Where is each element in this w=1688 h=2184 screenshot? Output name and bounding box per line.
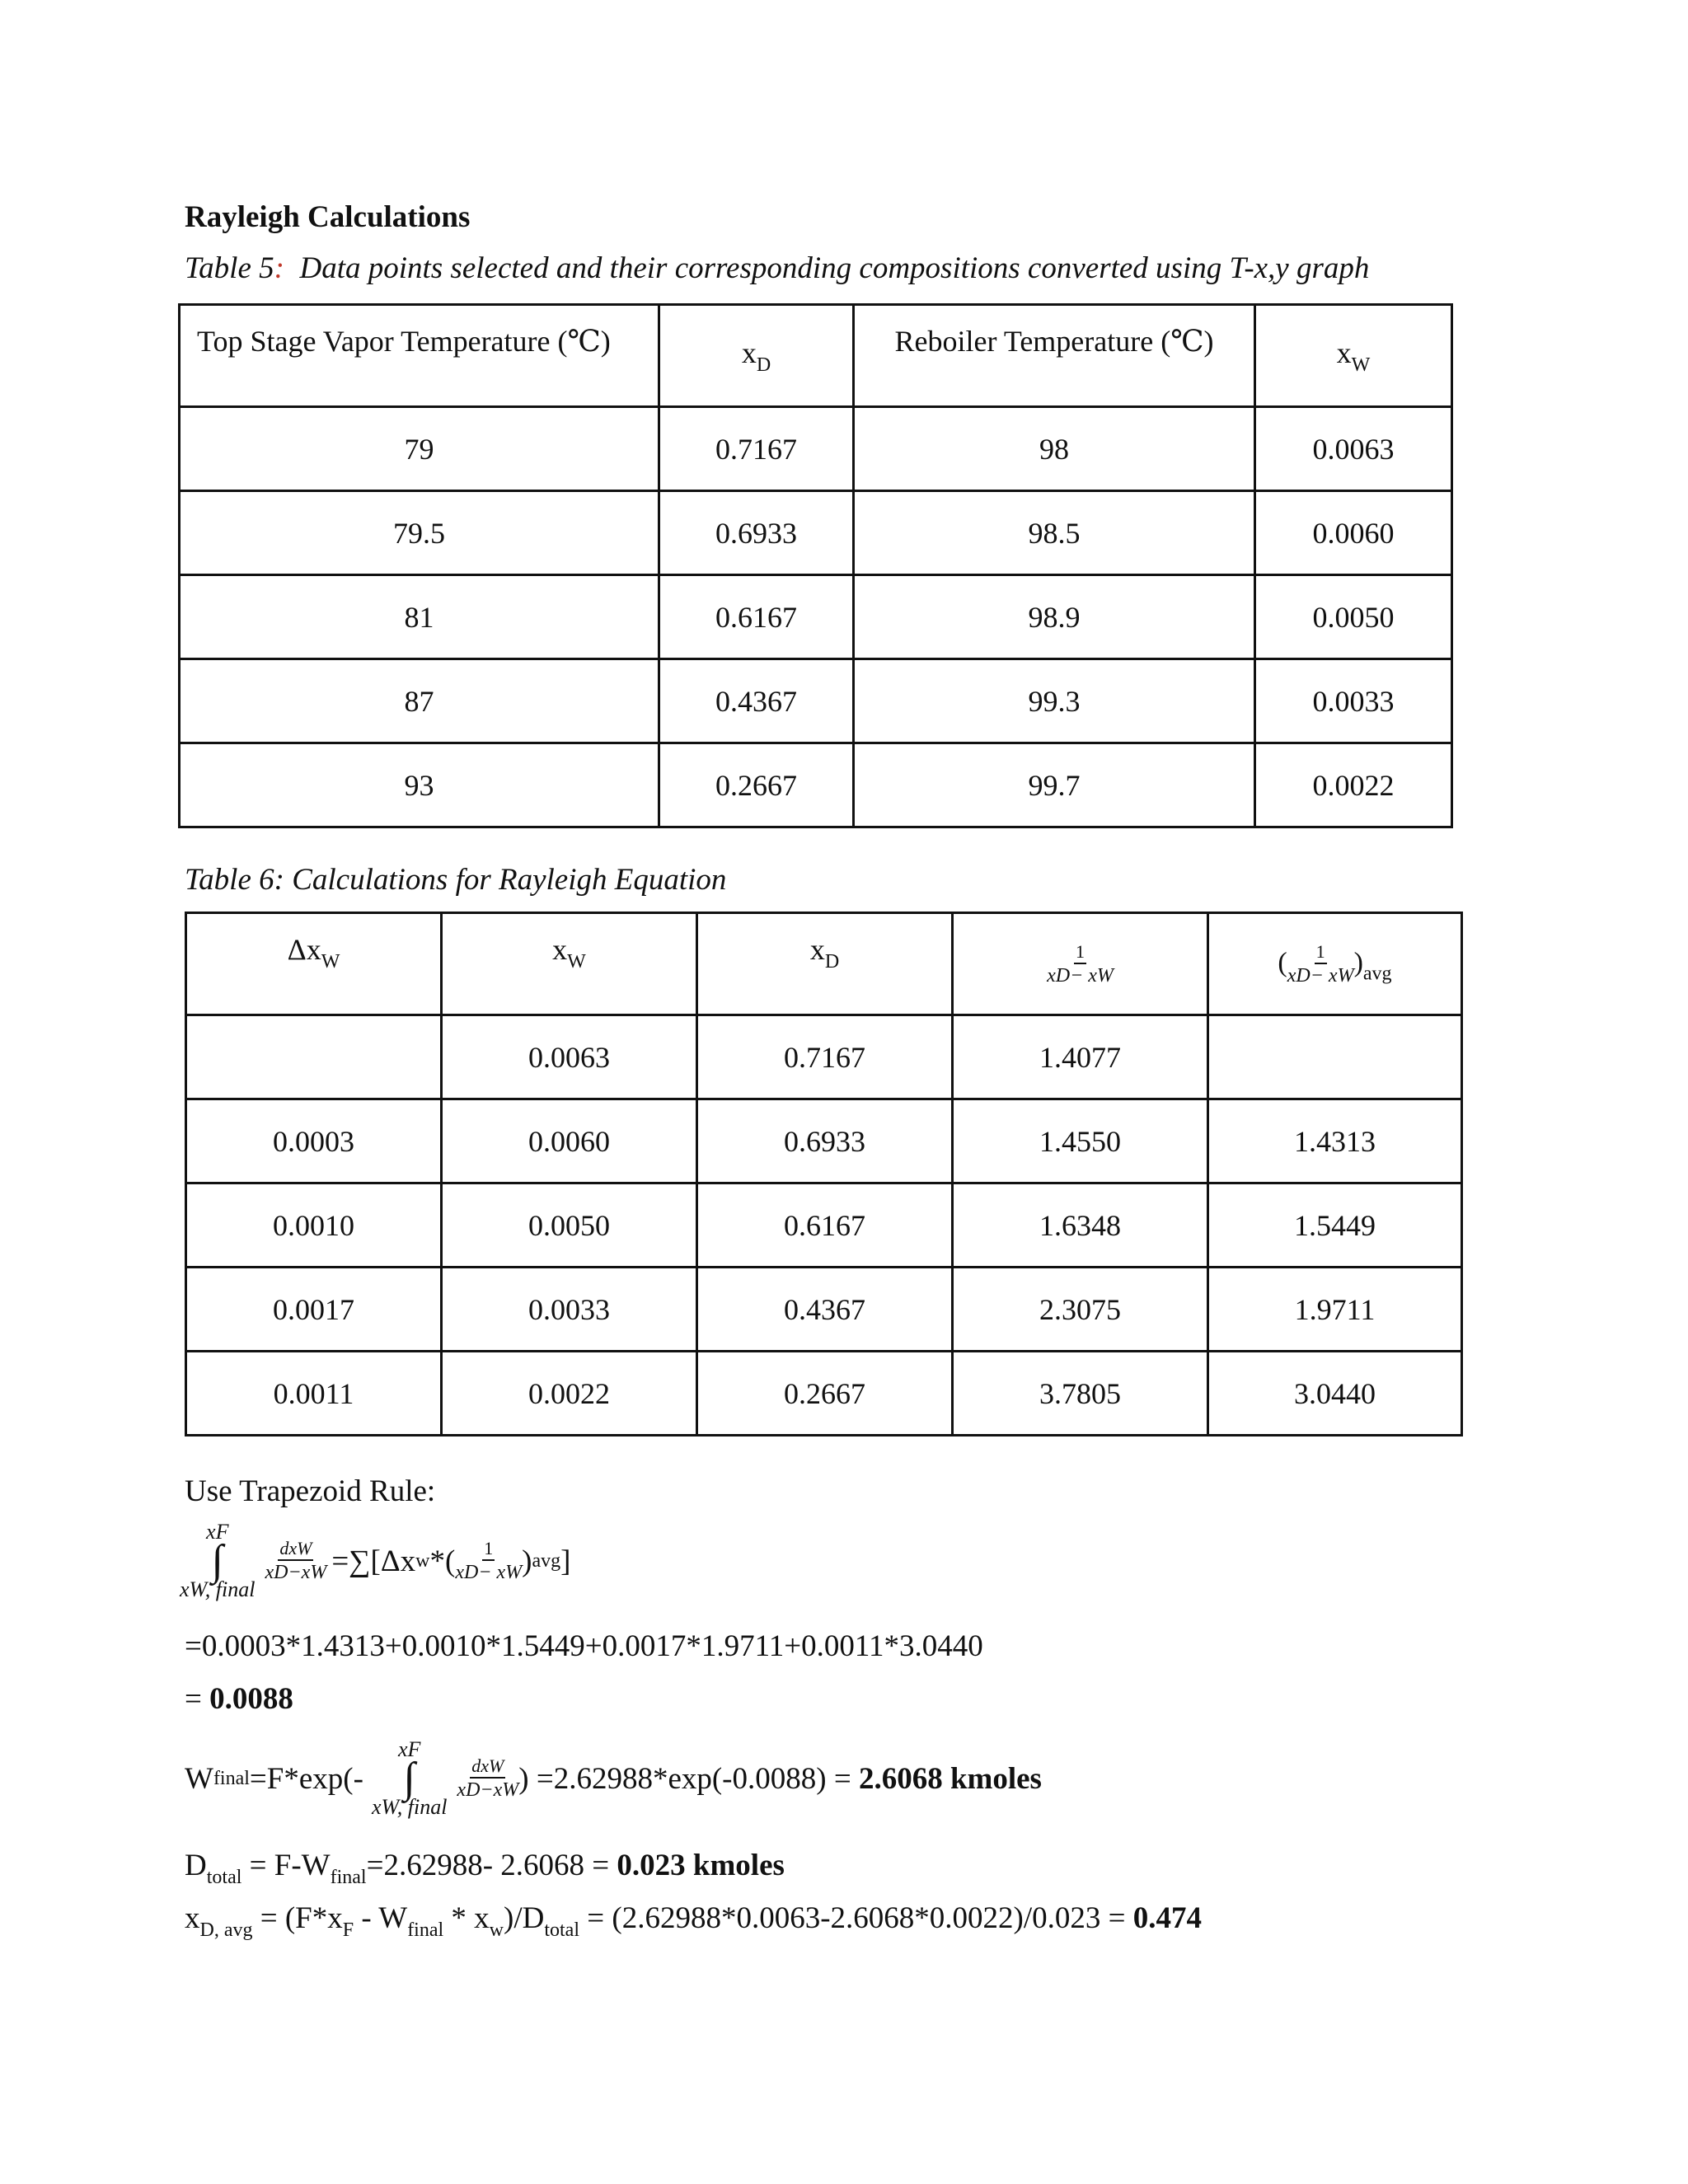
table5-cell: 93	[180, 743, 659, 827]
table5-cell: 0.0060	[1255, 491, 1452, 575]
table6-cell	[1208, 1015, 1462, 1099]
table5-header-xd: $x_D$	[659, 305, 854, 407]
inverse-avg-fraction: $\frac{1}{xD- xW}$	[1287, 940, 1354, 987]
table5-cell: 81	[180, 575, 659, 659]
table5-cell: 87	[180, 659, 659, 743]
wfinal-equation: W final =F*exp(- xF ∫ xW, final $\frac{\text{dxW}}{xD-xW}$ ) =2.62988*exp(-0.0088) = 2.6068 kmoles	[185, 1737, 1042, 1820]
dtotal-result: 0.023 kmoles	[617, 1849, 785, 1882]
table5-cell: 0.0033	[1255, 659, 1452, 743]
table-row	[186, 1183, 1462, 1268]
table5-cell: 99.7	[854, 743, 1255, 827]
table6-cell: 0.0010	[186, 1183, 442, 1268]
table5-caption-colon: :	[274, 251, 284, 285]
table-row	[180, 575, 1452, 659]
table5-header-reboiler-temp: Reboiler Temperature (℃)	[854, 305, 1255, 407]
table5	[178, 303, 1453, 828]
table6-cell: 0.0050	[442, 1183, 697, 1268]
table6-cell: 2.3075	[953, 1268, 1208, 1352]
dtotal-equation: $D_{total} = F-W_{final}=2.62988-$ 2.6068 = 0.023 kmoles	[185, 1849, 785, 1888]
table6-cell: 0.6167	[697, 1183, 953, 1268]
table6-cell: 1.6348	[953, 1183, 1208, 1268]
table6-header-row	[186, 913, 1462, 1015]
xd-avg-equation: $x_{D, avg} = (F*x_F - W_{final} * x_w)/D_{total} = (2.62988*0.0063-2.6068*0.0022)/0.023 = 0.474$	[185, 1901, 1202, 1941]
table6-cell: 3.0440	[1208, 1352, 1462, 1436]
table5-cell: 79	[180, 407, 659, 491]
sum-result: = 0.0088	[185, 1682, 293, 1716]
table6-caption: Table 6: Calculations for Rayleigh Equation	[185, 863, 727, 897]
table6-cell: 1.5449	[1208, 1183, 1462, 1268]
table-row	[180, 491, 1452, 575]
table5-cell: 98.5	[854, 491, 1255, 575]
table5-caption-label: Table 5	[185, 251, 274, 285]
table5-header-xw: $x_W$	[1255, 305, 1452, 407]
table6-cell: 0.0003	[186, 1099, 442, 1183]
table5-cell: 99.3	[854, 659, 1255, 743]
table5-cell: 79.5	[180, 491, 659, 575]
integrand-fraction: $\frac{\text{dxW}}{xD-xW}$	[457, 1755, 519, 1802]
table6-cell: 1.9711	[1208, 1268, 1462, 1352]
table-row	[186, 1352, 1462, 1436]
table5-cell: 0.6933	[659, 491, 854, 575]
table6-cell: 0.0063	[442, 1015, 697, 1099]
table6-header-xw: $x_W$	[442, 913, 697, 1015]
table-row	[180, 407, 1452, 491]
table6-cell: 1.4313	[1208, 1099, 1462, 1183]
table6-cell: 0.0017	[186, 1268, 442, 1352]
table6-header-inverse-avg: ( $\frac{1}{xD- xW}$ )$_{avg}$	[1208, 913, 1462, 1015]
trapezoid-label: Use Trapezoid Rule:	[185, 1474, 436, 1508]
table5-caption-text: Data points selected and their corresponding compositions converted using T-x,y graph	[284, 251, 1370, 285]
table5-cell: 0.2667	[659, 743, 854, 827]
table6-cell: 1.4550	[953, 1099, 1208, 1183]
table6-cell: 0.2667	[697, 1352, 953, 1436]
table5-cell: 98	[854, 407, 1255, 491]
table5-cell: 98.9	[854, 575, 1255, 659]
table6-cell: 0.0033	[442, 1268, 697, 1352]
integral-equation: xF ∫ xW, final $\frac{\text{dxW}}{xD-xW}$ =∑[Δx w *( $\frac{1}{xD- xW}$ ) avg ]	[180, 1520, 571, 1602]
table5-cell: 0.0063	[1255, 407, 1452, 491]
table-row	[180, 659, 1452, 743]
table5-caption	[185, 251, 1369, 286]
table5-header-top-temp: Top Stage Vapor Temperature (℃)	[180, 305, 659, 407]
inverse-fraction: $\frac{1}{xD- xW}$	[1047, 940, 1114, 987]
table6-header-xd: $x_D$	[697, 913, 953, 1015]
sum-fraction: $\frac{1}{xD- xW}$	[455, 1538, 523, 1584]
table5-cell: 0.7167	[659, 407, 854, 491]
integral-sign: xF ∫ xW, final	[180, 1520, 256, 1602]
table6-cell	[186, 1015, 442, 1099]
xd-avg-result: 0.474	[1132, 1901, 1202, 1935]
table6-cell: 1.4077	[953, 1015, 1208, 1099]
table5-cell: 0.4367	[659, 659, 854, 743]
table5-cell: 0.6167	[659, 575, 854, 659]
table-row	[186, 1099, 1462, 1183]
wfinal-result: 2.6068 kmoles	[858, 1761, 1042, 1796]
integrand-fraction: $\frac{\text{dxW}}{xD-xW}$	[265, 1538, 327, 1584]
table6-cell: 0.7167	[697, 1015, 953, 1099]
table5-cell: 0.0050	[1255, 575, 1452, 659]
table6-cell: 0.0011	[186, 1352, 442, 1436]
table6-cell: 0.6933	[697, 1099, 953, 1183]
table5-cell: 0.0022	[1255, 743, 1452, 827]
sum-expansion: =0.0003*1.4313+0.0010*1.5449+0.0017*1.9711+0.0011*3.0440	[185, 1629, 983, 1663]
table5-header-row	[180, 305, 1452, 407]
sum-result-value: 0.0088	[209, 1682, 293, 1716]
table6-cell: 3.7805	[953, 1352, 1208, 1436]
table6-header-inverse	[953, 913, 1208, 1015]
table-row	[186, 1015, 1462, 1099]
table-row	[186, 1268, 1462, 1352]
section-heading: Rayleigh Calculations	[185, 200, 471, 234]
table6	[185, 912, 1463, 1436]
table6-header-delta-xw: $\Delta x_W$	[186, 913, 442, 1015]
table6-cell: 0.0060	[442, 1099, 697, 1183]
integral-sign: xF ∫ xW, final	[371, 1737, 448, 1820]
table-row	[180, 743, 1452, 827]
table6-cell: 0.4367	[697, 1268, 953, 1352]
table6-cell: 0.0022	[442, 1352, 697, 1436]
